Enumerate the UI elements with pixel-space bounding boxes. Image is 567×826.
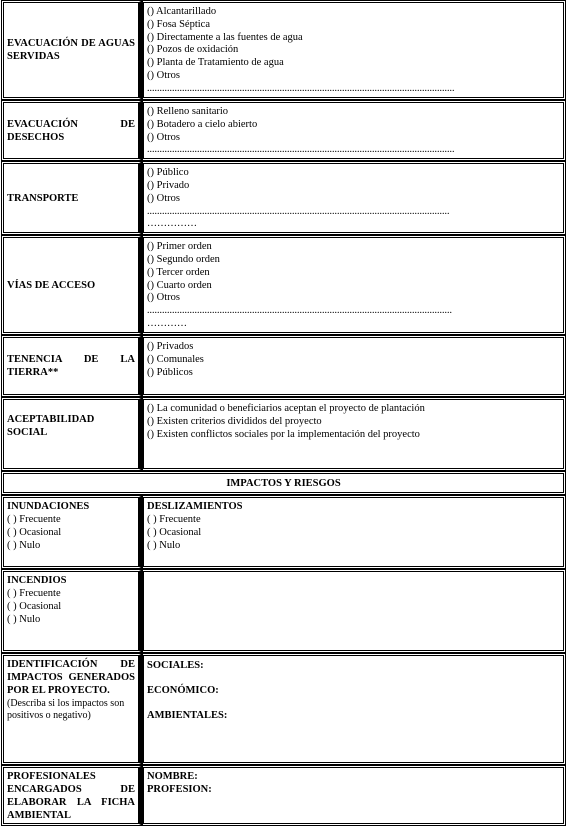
options-aguas-servidas xyxy=(142,0,566,100)
row-desechos xyxy=(1,100,566,161)
incendios-title: INCENDIOS xyxy=(7,575,67,587)
option-item[interactable]: () Segundo orden xyxy=(147,253,220,265)
field-profesion: PROFESION: xyxy=(147,783,212,795)
deslizamientos-title: DESLIZAMIENTOS xyxy=(147,501,243,513)
cell-incendios xyxy=(1,569,142,653)
options-vias-acceso xyxy=(142,235,566,335)
label-vias-acceso: VÍAS DE ACCESO xyxy=(1,235,142,335)
cell-identificacion xyxy=(1,653,142,765)
row-inundaciones xyxy=(1,495,566,569)
option-item[interactable]: ( ) Ocasional xyxy=(147,526,202,538)
label-tenencia: TENENCIA DE LA TIERRA** xyxy=(1,335,142,397)
option-item[interactable]: () Alcantarillado xyxy=(147,6,217,17)
option-item[interactable]: () Privado xyxy=(147,179,190,191)
fill-line[interactable]: ......................................................................................................................... xyxy=(147,205,450,217)
options-desechos xyxy=(142,100,566,161)
section-title-impactos: IMPACTOS Y RIESGOS xyxy=(1,471,566,495)
option-item[interactable]: ( ) Nulo xyxy=(7,539,41,551)
identificacion-title: IDENTIFICACIÓN DE IMPACTOS GENERADOS POR EL PROYECTO. xyxy=(7,659,135,696)
label-aceptabilidad: ACEPTABILIDAD SOCIAL xyxy=(1,397,142,471)
option-item[interactable]: () Privados xyxy=(147,341,194,353)
fill-line[interactable]: ………… xyxy=(147,317,187,329)
row-transporte xyxy=(1,161,566,235)
option-item[interactable]: () Pozos de oxidación xyxy=(147,44,239,56)
option-item[interactable]: () Tercer orden xyxy=(147,266,210,278)
cell-impact-fields[interactable] xyxy=(142,653,566,765)
option-item[interactable]: () Directamente a las fuentes de agua xyxy=(147,31,303,43)
option-item[interactable]: () Cuarto orden xyxy=(147,279,212,291)
label-desechos: EVACUACIÓN DE DESECHOS xyxy=(1,100,142,161)
option-item[interactable]: ( ) Ocasional xyxy=(7,600,62,612)
row-identificacion xyxy=(1,653,566,765)
fill-line[interactable]: ........................................................................................................................... xyxy=(147,144,455,156)
row-aguas-servidas xyxy=(1,0,566,100)
environmental-form-table xyxy=(1,0,566,826)
field-economico: ECONÓMICO: xyxy=(147,684,219,696)
row-aceptabilidad xyxy=(1,397,566,471)
label-profesionales: PROFESIONALES ENCARGADOS DE ELABORAR LA FICHA AMBIENTAL xyxy=(1,765,142,826)
options-aceptabilidad xyxy=(142,397,566,471)
option-item[interactable]: () Primer orden xyxy=(147,241,212,253)
option-item[interactable]: () Otros xyxy=(147,192,180,204)
options-tenencia xyxy=(142,335,566,397)
field-sociales: SOCIALES: xyxy=(147,660,204,672)
field-ambientales: AMBIENTALES: xyxy=(147,709,228,721)
option-item[interactable]: ( ) Frecuente xyxy=(7,587,61,599)
identificacion-note: (Describa si los impactos son positivos o negativo) xyxy=(7,697,125,721)
row-incendios xyxy=(1,569,566,653)
option-item[interactable]: () Fosa Séptica xyxy=(147,18,210,30)
fill-line[interactable]: ........................................................................................................................... xyxy=(147,82,455,94)
label-transporte: TRANSPORTE xyxy=(1,161,142,235)
option-item[interactable]: () Existen criterios divididos del proyecto xyxy=(147,415,322,427)
cell-inundaciones xyxy=(1,495,142,569)
option-item[interactable]: () Públicos xyxy=(147,366,193,378)
option-item[interactable]: () Otros xyxy=(147,69,180,81)
cell-professional-fields[interactable] xyxy=(142,765,566,826)
option-item[interactable]: ( ) Nulo xyxy=(7,613,41,625)
option-item[interactable]: ( ) Ocasional xyxy=(7,526,62,538)
option-item[interactable]: ( ) Nulo xyxy=(147,539,181,551)
row-tenencia xyxy=(1,335,566,397)
option-item[interactable]: () La comunidad o beneficiarios aceptan el proyecto de plantación xyxy=(147,403,425,415)
option-item[interactable]: ( ) Frecuente xyxy=(7,513,61,525)
option-item[interactable]: () Comunales xyxy=(147,353,204,365)
cell-incendios-blank[interactable] xyxy=(142,569,566,653)
cell-deslizamientos xyxy=(142,495,566,569)
field-nombre: NOMBRE: xyxy=(147,771,198,783)
fill-line[interactable]: …………… xyxy=(147,218,197,230)
option-item[interactable]: () Botadero a cielo abierto xyxy=(147,118,258,130)
fill-line[interactable]: .......................................................................................................................... xyxy=(147,305,452,317)
inundaciones-title: INUNDACIONES xyxy=(7,501,90,513)
option-item[interactable]: () Público xyxy=(147,167,189,179)
option-item[interactable]: ( ) Frecuente xyxy=(147,513,201,525)
option-item[interactable]: () Relleno sanitario xyxy=(147,106,229,117)
label-aguas-servidas: EVACUACIÓN DE AGUAS SERVIDAS xyxy=(1,0,142,100)
row-vias-acceso xyxy=(1,235,566,335)
option-item[interactable]: () Otros xyxy=(147,131,180,143)
option-item[interactable]: () Existen conflictos sociales por la implementación del proyecto xyxy=(147,428,420,440)
row-impactos-header xyxy=(1,471,566,495)
option-item[interactable]: () Planta de Tratamiento de agua xyxy=(147,57,284,69)
options-transporte xyxy=(142,161,566,235)
row-profesionales xyxy=(1,765,566,826)
option-item[interactable]: () Otros xyxy=(147,292,180,304)
